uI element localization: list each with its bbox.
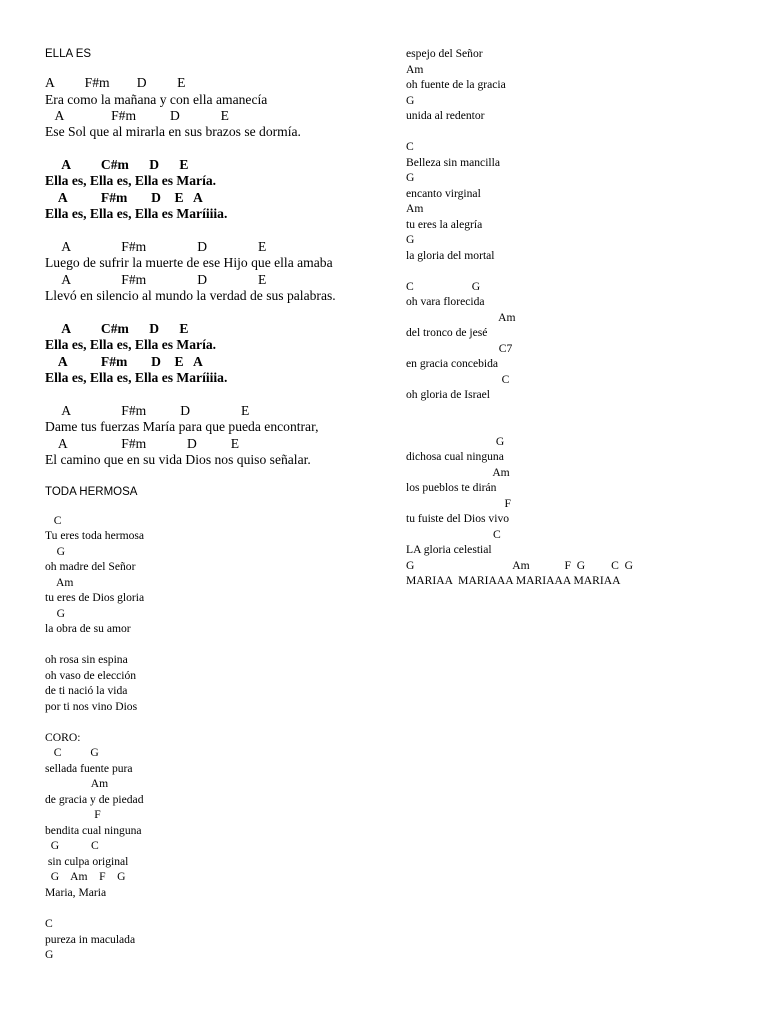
lyric-line: en gracia concebida (406, 357, 499, 370)
lyric-line: los pueblos te dirán (406, 481, 497, 494)
chord-line: A F#m D E A (45, 354, 203, 369)
lyric-line: Maria, Maria (45, 886, 107, 899)
lyric-line: LA gloria celestial (406, 543, 492, 556)
chord-line: A F#m D E A (45, 190, 203, 205)
section-label-coro: CORO: (45, 731, 81, 744)
lyric-line: encanto virginal (406, 187, 481, 200)
chord-line: C (45, 514, 62, 527)
lyric-line: Era como la mañana y con ella amanecía (45, 92, 268, 107)
chord-line: Am (406, 466, 510, 479)
chord-line: G Am F G C G (406, 559, 634, 572)
chord-line: G (45, 545, 65, 558)
chord-line: G C (45, 839, 99, 852)
chord-line: A F#m D E (45, 436, 240, 451)
chord-line: Am (406, 202, 424, 215)
chord-line: G (406, 435, 505, 448)
chord-line: A C#m D E (45, 321, 189, 336)
lyric-line: Ella es, Ella es, Ella es María. (45, 173, 217, 188)
chord-line: A F#m D E (45, 239, 267, 254)
lyric-line: Luego de sufrir la muerte de ese Hijo que ella amaba (45, 255, 333, 270)
lyric-line: tu eres de Dios gloria (45, 591, 145, 604)
lyric-line: oh gloria de Israel (406, 388, 491, 401)
chord-line: A F#m D E (45, 108, 229, 123)
chord-line: Am (406, 311, 516, 324)
lyric-line: oh rosa sin espina (45, 653, 128, 666)
lyric-line: oh vaso de elección (45, 669, 137, 682)
chord-line: G (406, 233, 415, 246)
chord-line: C7 (406, 342, 513, 355)
chord-line: G (45, 948, 54, 961)
lyric-line: Belleza sin mancilla (406, 156, 501, 169)
chord-line: A C#m D E (45, 157, 189, 172)
chord-line: F (406, 497, 511, 510)
lyric-line: Llevó en silencio al mundo la verdad de sus palabras. (45, 288, 336, 303)
chord-line: Am (45, 777, 109, 790)
lyric-line: Dame tus fuerzas María para que pueda encontrar, (45, 419, 319, 434)
chord-line: F (45, 808, 101, 821)
lyric-line: tu eres la alegría (406, 218, 483, 231)
lyric-line: MARIAA MARIAAA MARIAAA MARIAA (406, 574, 621, 587)
lyric-line: bendita cual ninguna (45, 824, 142, 837)
chord-line: Am (45, 576, 74, 589)
lyric-line: oh fuente de la gracia (406, 78, 506, 91)
lyric-line: Ese Sol que al mirarla en sus brazos se dormía. (45, 124, 301, 139)
lyric-line: la obra de su amor (45, 622, 131, 635)
chord-line: C (406, 528, 501, 541)
lyric-line: oh madre del Señor (45, 560, 136, 573)
chord-line: C G (406, 280, 481, 293)
lyric-line: Ella es, Ella es, Ella es Maríiiia. (45, 206, 228, 221)
lyric-line: dichosa cual ninguna (406, 450, 504, 463)
lyric-line: El camino que en su vida Dios nos quiso señalar. (45, 452, 311, 467)
chord-line: A F#m D E (45, 75, 186, 90)
lyric-line: del tronco de jesé (406, 326, 488, 339)
chord-line: G (406, 171, 415, 184)
chord-line: A F#m D E (45, 272, 267, 287)
lyric-line: pureza in maculada (45, 933, 136, 946)
lyric-line: sellada fuente pura (45, 762, 133, 775)
lyric-line: unida al redentor (406, 109, 485, 122)
lyric-line: la gloria del mortal (406, 249, 495, 262)
lyric-line: Tu eres toda hermosa (45, 529, 145, 542)
lyric-line: Ella es, Ella es, Ella es María. (45, 337, 217, 352)
chord-line: C (45, 917, 53, 930)
chord-line: C G (45, 746, 99, 759)
lyric-line: por ti nos vino Dios (45, 700, 138, 713)
lyric-line: espejo del Señor (406, 47, 483, 60)
lyric-line: oh vara florecida (406, 295, 485, 308)
chord-line: C (406, 140, 414, 153)
song-title-ella-es: ELLA ES (45, 48, 92, 60)
chord-line: Am (406, 63, 424, 76)
chord-line: A F#m D E (45, 403, 250, 418)
chord-line: G (45, 607, 65, 620)
lyric-line: de gracia y de piedad (45, 793, 144, 806)
lyric-line: de ti nació la vida (45, 684, 128, 697)
chord-line: G (406, 94, 415, 107)
chord-line: G Am F G (45, 870, 126, 883)
song-title-toda-hermosa: TODA HERMOSA (45, 486, 138, 498)
chord-line: C (406, 373, 510, 386)
lyric-line: tu fuiste del Dios vivo (406, 512, 510, 525)
lyric-line: Ella es, Ella es, Ella es Maríiiia. (45, 370, 228, 385)
lyric-line: sin culpa original (45, 855, 129, 868)
